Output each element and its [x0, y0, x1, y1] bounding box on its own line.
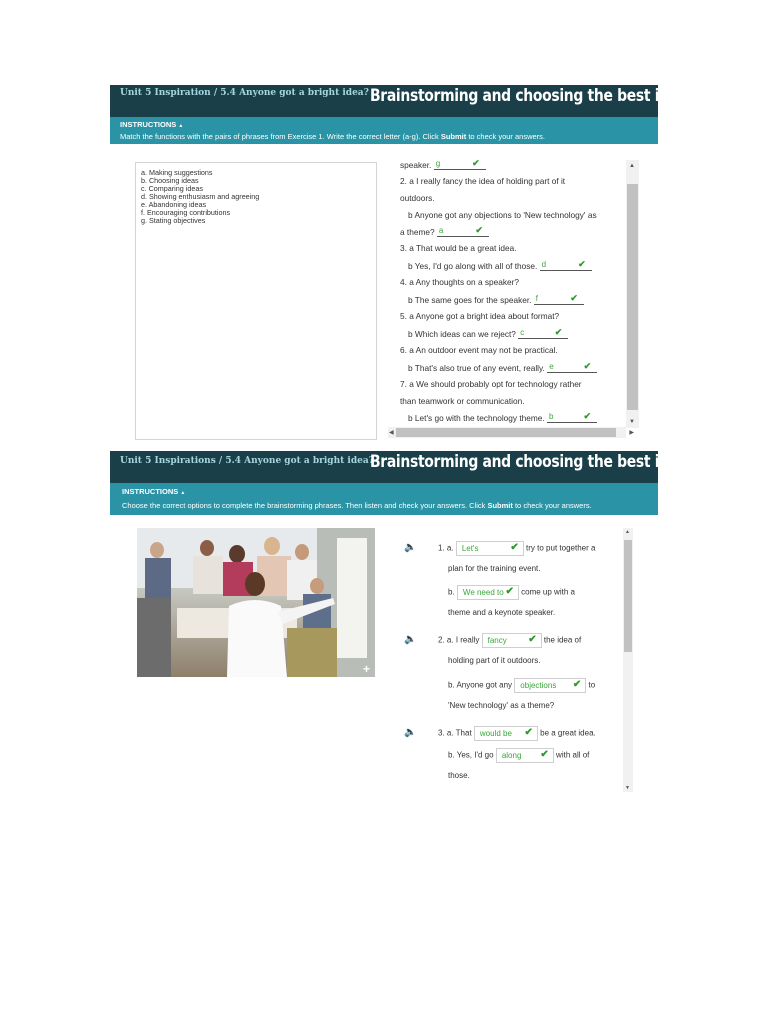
- answer-select[interactable]: We need to ✔: [457, 585, 519, 600]
- scrollbar-thumb[interactable]: [396, 428, 616, 437]
- title-bar: [110, 451, 675, 483]
- answer-field[interactable]: b ✔: [547, 412, 597, 423]
- instructions-text: Choose the correct options to complete the brainstorming phrases. Then listen and check your answers. Click Submit to check your answers.: [122, 501, 592, 510]
- phrase-line: than teamwork or communication.: [400, 396, 525, 406]
- vertical-scrollbar[interactable]: [626, 160, 639, 428]
- phrase-line: 7. a We should probably opt for technology rather: [400, 379, 582, 389]
- function-item: e. Abandoning ideas: [141, 200, 207, 209]
- answer-select[interactable]: fancy ✔: [482, 633, 542, 648]
- instructions-label[interactable]: INSTRUCTIONS ▲: [120, 120, 184, 129]
- answer-field[interactable]: a ✔: [437, 226, 489, 237]
- scrollbar-thumb[interactable]: [627, 184, 638, 410]
- meeting-photo: [137, 528, 375, 677]
- scroll-down-arrow-icon[interactable]: ▼: [629, 419, 635, 425]
- scroll-up-arrow-icon[interactable]: ▲: [625, 529, 630, 535]
- question-line: b. Anyone got any objections ✔ to: [448, 678, 595, 693]
- instructions-text: Match the functions with the pairs of phrases from Exercise 1. Write the correct letter (a-g). Click Submit to check your answers.: [120, 132, 546, 141]
- question-line: 'New technology' as a theme?: [448, 701, 555, 710]
- scrollbar-thumb[interactable]: [624, 540, 632, 652]
- function-item: d. Showing enthusiasm and agreeing: [141, 192, 260, 201]
- check-icon: ✔: [578, 259, 586, 269]
- question-line: 2. a. I really fancy ✔ the idea of: [438, 633, 581, 648]
- speaker-icon[interactable]: 🔈: [404, 542, 417, 553]
- speaker-icon[interactable]: 🔈: [404, 727, 417, 738]
- check-icon: ✔: [475, 225, 483, 235]
- function-item: f. Encouraging contributions: [141, 208, 231, 217]
- phrase-line: 3. a That would be a great idea.: [400, 243, 517, 253]
- answer-field[interactable]: f ✔: [534, 294, 584, 305]
- check-icon: ✔: [528, 634, 537, 645]
- check-icon: ✔: [570, 293, 578, 303]
- phrase-line: 2. a I really fancy the idea of holding part of it: [400, 176, 566, 186]
- phrases-choice-area: [400, 530, 625, 792]
- phrase-line: b Which ideas can we reject? c ✔: [408, 328, 568, 339]
- answer-select[interactable]: would be ✔: [474, 726, 538, 741]
- check-icon: ✔: [554, 327, 563, 337]
- answer-field[interactable]: d ✔: [540, 260, 592, 271]
- unit-title: Unit 5 Inspirations / 5.4 Anyone got a bright idea?: [120, 456, 374, 466]
- phrase-line: b The same goes for the speaker. f ✔: [408, 294, 584, 305]
- functions-list: [136, 163, 376, 225]
- phrase-line: b Yes, I'd go along with all of those. d ✔: [408, 260, 592, 271]
- check-icon: ✔: [505, 586, 514, 597]
- function-item: b. Choosing ideas: [141, 176, 199, 185]
- exercise-panel-bottom: [110, 451, 675, 515]
- question-line: b. We need to ✔ come up with a: [448, 585, 575, 600]
- question-line: theme and a keynote speaker.: [448, 608, 556, 617]
- question-line: holding part of it outdoors.: [448, 656, 541, 665]
- instructions-label[interactable]: INSTRUCTIONS ▲: [122, 487, 186, 496]
- check-icon: ✔: [572, 679, 582, 690]
- check-icon: ✔: [510, 542, 519, 553]
- function-item: g. Stating objectives: [141, 216, 206, 225]
- question-line: 3. a. That would be ✔ be a great idea.: [438, 726, 596, 741]
- check-icon: ✔: [472, 160, 480, 168]
- phrase-line: b Anyone got any objections to 'New technology' as: [408, 210, 597, 220]
- exercise-panel-top: [110, 85, 675, 144]
- answer-field[interactable]: e ✔: [547, 362, 597, 373]
- title-bar: [110, 85, 675, 117]
- phrase-line: outdoors.: [400, 193, 435, 203]
- check-icon: ✔: [583, 361, 592, 371]
- phrase-line: b That's also true of any event, really. e ✔: [408, 362, 597, 373]
- horizontal-scrollbar[interactable]: [388, 427, 634, 438]
- check-icon: ✔: [540, 749, 549, 760]
- question-line: b. Yes, I'd go along ✔ with all of: [448, 748, 589, 763]
- answer-field[interactable]: c ✔: [518, 328, 568, 339]
- scroll-right-arrow-icon[interactable]: ▶: [629, 430, 634, 436]
- answer-select[interactable]: objections ✔: [514, 678, 586, 693]
- scroll-up-arrow-icon[interactable]: ▲: [629, 163, 635, 169]
- function-item: a. Making suggestions: [141, 168, 213, 177]
- phrase-line: 5. a Anyone got a bright idea about format?: [400, 311, 560, 321]
- exercise-title: Brainstorming and choosing the best i...: [370, 86, 675, 106]
- answer-select[interactable]: along ✔: [496, 748, 554, 763]
- phrase-line: a theme? a ✔: [400, 226, 489, 237]
- speaker-icon[interactable]: 🔈: [404, 634, 417, 645]
- check-icon: ✔: [583, 411, 592, 421]
- scroll-left-arrow-icon[interactable]: ◀: [389, 430, 394, 436]
- phrase-line: 4. a Any thoughts on a speaker?: [400, 277, 520, 287]
- vertical-scrollbar[interactable]: [623, 528, 633, 792]
- question-line: plan for the training event.: [448, 564, 541, 573]
- answer-field[interactable]: g ✔: [434, 160, 486, 170]
- phrase-line: speaker. g ✔: [400, 160, 486, 170]
- instructions-bar: [110, 117, 658, 144]
- meeting-illustration: [137, 528, 375, 677]
- question-line: 1. a. Let's ✔ try to put together a: [438, 541, 595, 556]
- function-item: c. Comparing ideas: [141, 184, 203, 193]
- phrase-line: b Let's go with the technology theme. b ✔: [408, 412, 597, 423]
- phrases-scroll-area: [394, 160, 639, 439]
- plus-icon[interactable]: +: [362, 662, 370, 676]
- instructions-bar: [110, 483, 658, 515]
- scroll-down-arrow-icon[interactable]: ▼: [625, 785, 630, 791]
- check-icon: ✔: [524, 727, 533, 738]
- exercise-title: Brainstorming and choosing the best i...: [370, 452, 675, 472]
- question-line: those.: [448, 771, 470, 780]
- answer-select[interactable]: Let's ✔: [456, 541, 524, 556]
- functions-box: [135, 162, 377, 440]
- unit-title: Unit 5 Inspiration / 5.4 Anyone got a bright idea?: [120, 88, 369, 98]
- phrase-line: 6. a An outdoor event may not be practical.: [400, 345, 558, 355]
